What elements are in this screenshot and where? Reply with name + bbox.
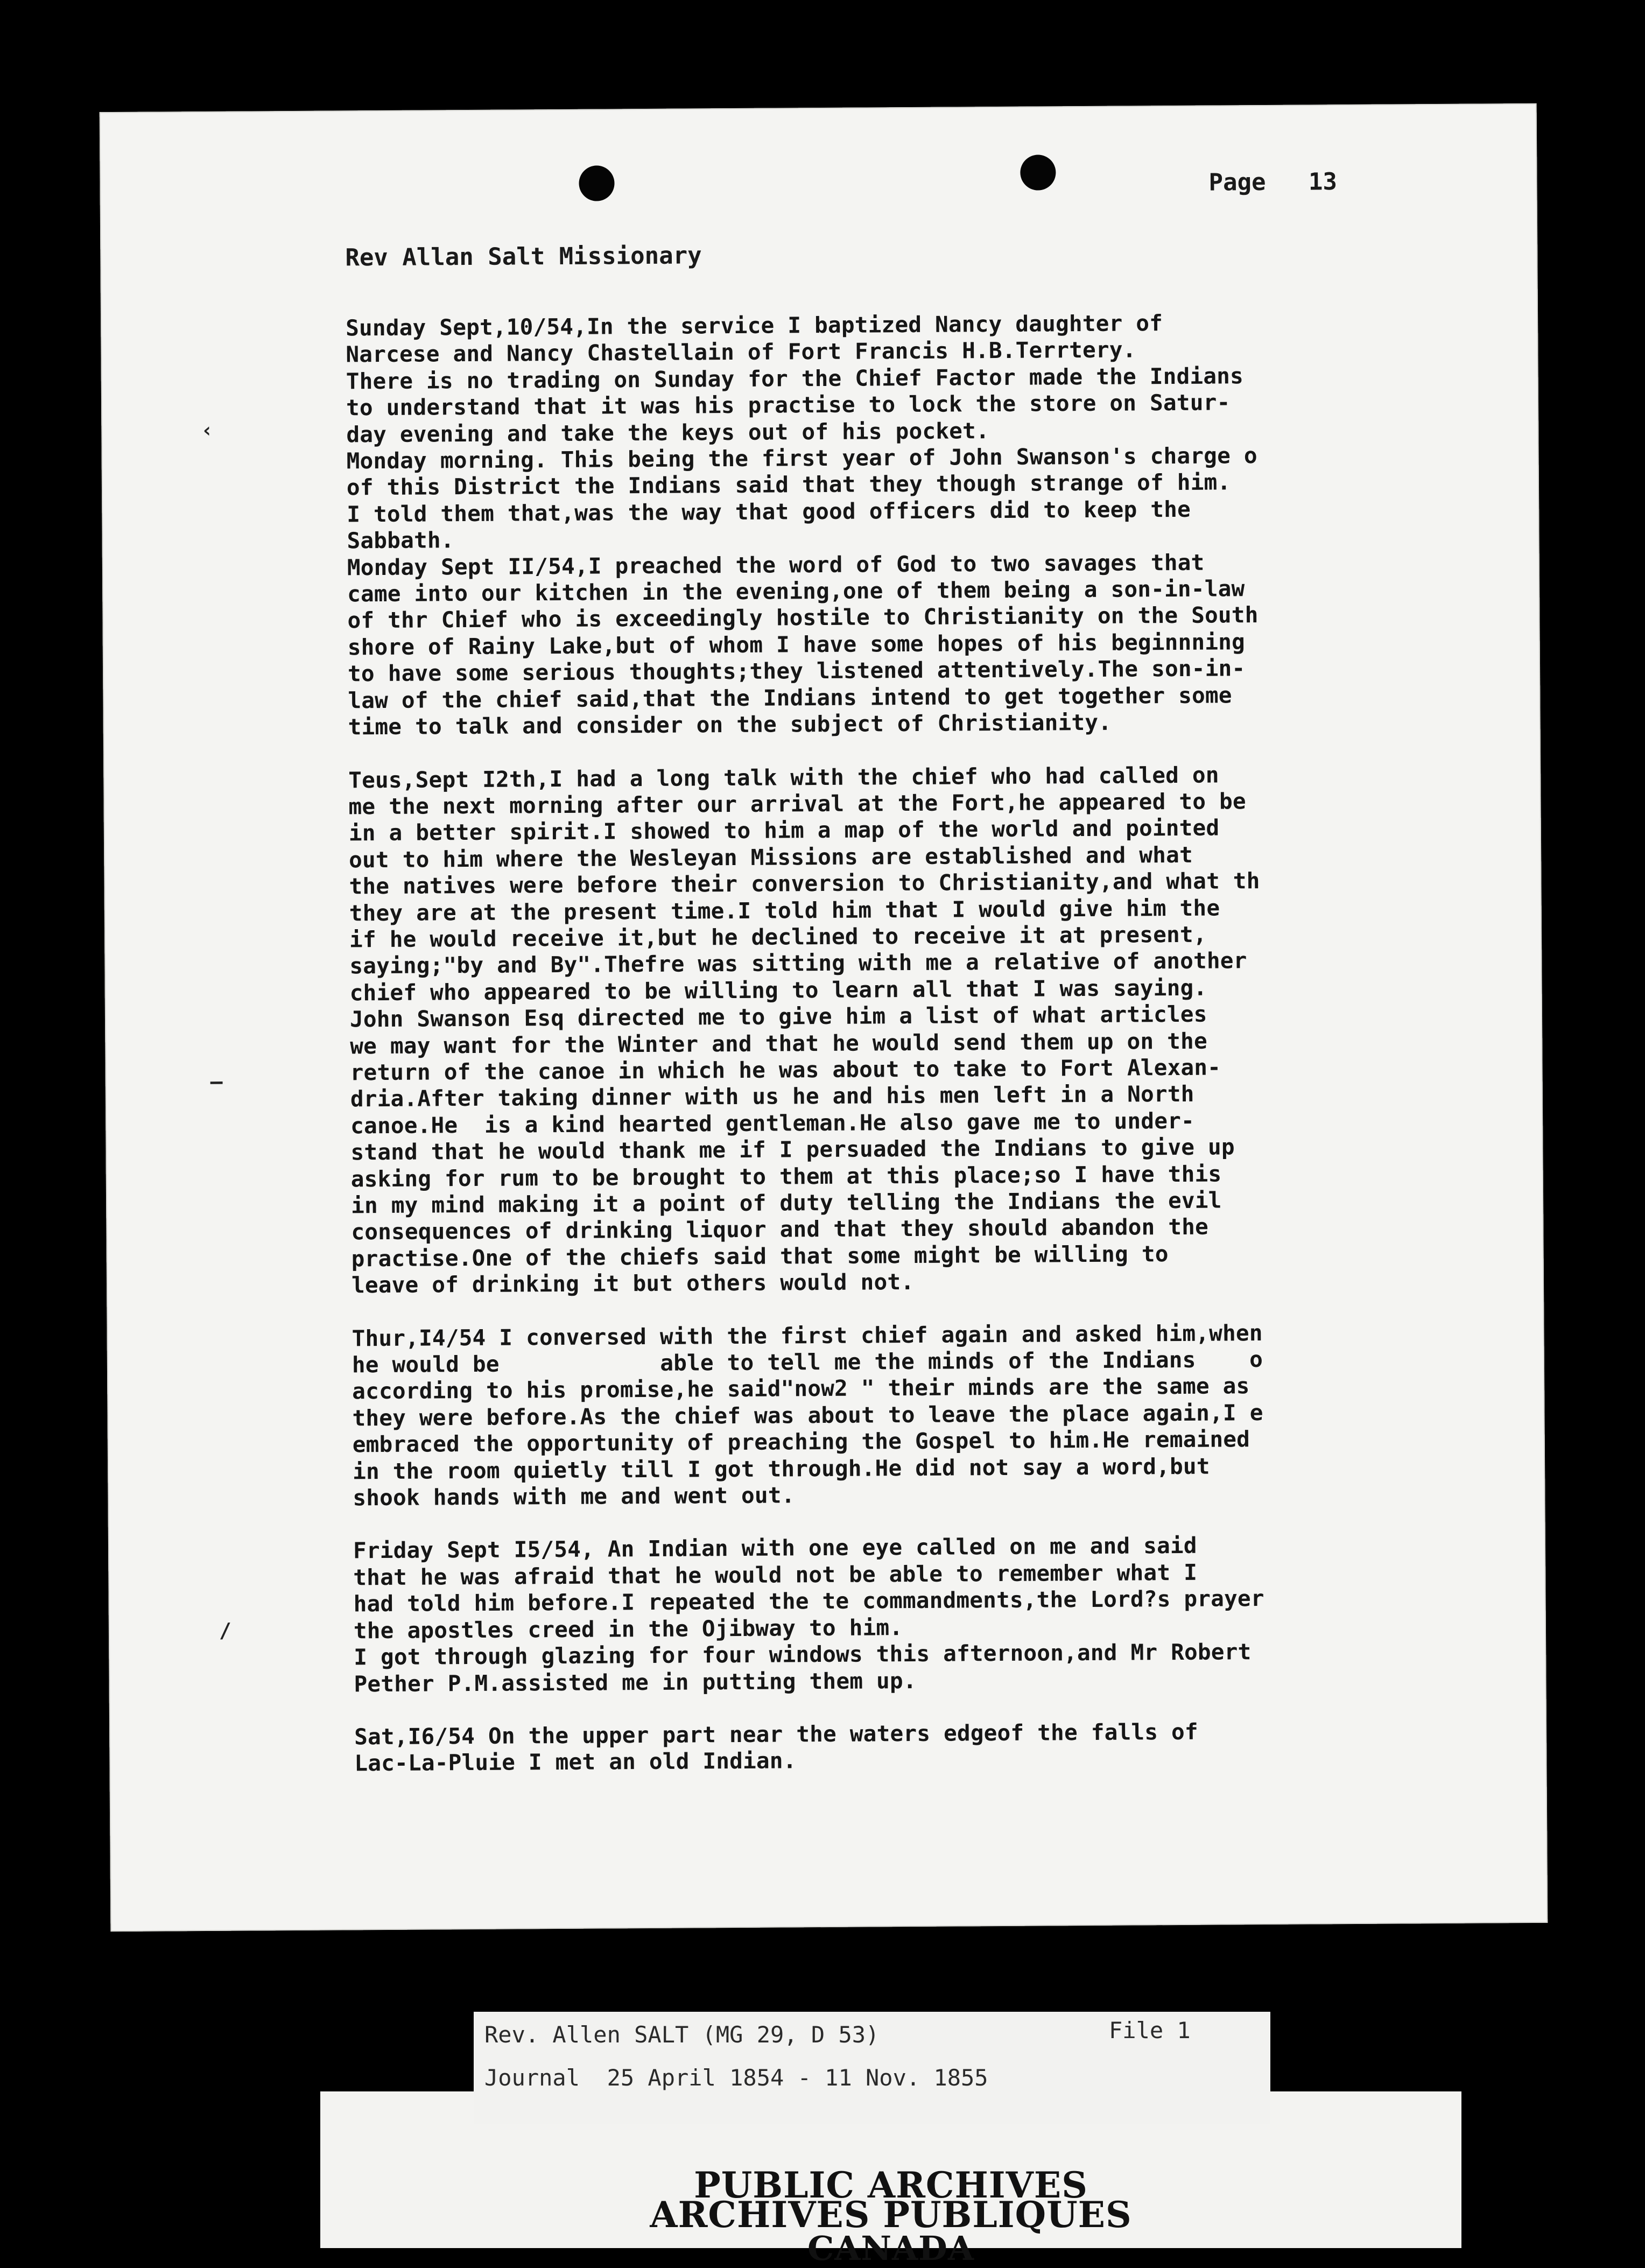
margin-mark: —	[210, 1069, 223, 1093]
text-line: Pether P.M.assisted me in putting them up.	[354, 1667, 917, 1697]
text-line: There is no trading on Sunday for the Chief Factor made the Indians	[346, 363, 1244, 395]
text-line: I got through glazing for four windows this afternoon,and Mr Robert	[354, 1639, 1252, 1670]
entry-sept-15	[353, 1531, 1506, 1698]
punch-hole-right	[1020, 155, 1056, 190]
text-line: they are at the present time.I told him that I would give him the	[349, 894, 1234, 926]
text-line: we may want for the Winter and that he would send them up on the	[350, 1028, 1221, 1059]
text-line: saying;"by and By".Thefre was sitting with me a relative of another	[349, 947, 1247, 979]
text-line: Sabbath.	[347, 527, 454, 554]
text-line: embraced the opportunity of preaching the Gospel to him.He remained	[352, 1426, 1250, 1458]
text-line: had told him before.I repeated the te commandments,the Lord?s prayer	[353, 1585, 1264, 1617]
text-line: to have some serious thoughts;they listened attentively.The son-in-	[347, 655, 1246, 687]
text-line: stand that he would thank me if I persuaded the Indians to give up	[350, 1134, 1235, 1165]
text-line: in the room quietly till I got through.He did not say a word,but	[352, 1453, 1224, 1485]
text-line: leave of drinking it but others would not.	[351, 1269, 915, 1298]
text-line: they were before.As the chief was about to leave the place again,I e	[352, 1399, 1263, 1431]
text-line: I told them that,was the way that good officers did to keep the	[347, 496, 1191, 528]
page-header: Rev Allan Salt Missionary	[345, 242, 702, 272]
entry-sept-12	[348, 760, 1503, 1299]
text-line: according to his promise,he said"now2 " their minds are the same as	[352, 1373, 1250, 1405]
text-line: Narcese and Nancy Chastellain of Fort Francis H.B.Terrtery.	[346, 336, 1136, 368]
text-line: shook hands with me and went out.	[353, 1482, 795, 1511]
text-line: Sunday Sept,10/54,In the service I baptized Nancy daughter of	[346, 310, 1177, 341]
text-line: Monday Sept II/54,I preached the word of God to two savages that	[347, 549, 1218, 581]
collection-reference: Rev. Allen SALT (MG 29, D 53)	[484, 2021, 880, 2048]
punch-hole-left	[579, 165, 614, 201]
text-line: if he would receive it,but he declined to receive it at present,	[349, 921, 1207, 953]
stamp-line-public-archives: PUBLIC ARCHIVES	[694, 2164, 1088, 2206]
text-line: came into our kitchen in the evening,one of them being a son-in-law	[347, 575, 1245, 607]
text-line: asking for rum to be brought to them at this place;so I have this	[350, 1161, 1222, 1192]
text-line: the natives were before their conversion to Christianity,and what th	[349, 868, 1260, 900]
text-line: day evening and take the keys out of his pocket.	[346, 417, 989, 448]
text-line: Thur,I4/54 I conversed with the first chief again and asked him,when	[352, 1319, 1263, 1351]
stamp-line-canada: CANADA	[807, 2229, 975, 2268]
text-line: consequences of drinking liquor and that they should abandon the	[351, 1214, 1209, 1245]
entry-sept-10-11	[346, 308, 1500, 741]
text-line: me the next morning after our arrival at the Fort,he appeared to be	[348, 788, 1246, 820]
text-line: Teus,Sept I2th,I had a long talk with the chief who had called on	[348, 762, 1219, 793]
text-line: practise.One of the chiefs said that some might be willing to	[351, 1240, 1169, 1272]
text-line: Sat,I6/54 On the upper part near the waters edgeof the falls of	[354, 1718, 1198, 1750]
text-line: return of the canoe in which he was about to take to Fort Alexan-	[350, 1054, 1221, 1086]
margin-mark: ‹	[201, 418, 214, 443]
text-line: Friday Sept I5/54, An Indian with one eye called on me and said	[353, 1533, 1197, 1564]
text-line: Monday morning. This being the first year of John Swanson's charge o	[346, 443, 1257, 474]
text-line: to understand that it was his practise to lock the store on Satur-	[346, 389, 1231, 421]
journal-body	[346, 308, 1507, 1803]
stamp-line-archives-publiques: ARCHIVES PUBLIQUES	[650, 2194, 1132, 2236]
text-line: canoe.He is a kind hearted gentleman.He also gave me to under-	[350, 1107, 1195, 1139]
text-line: of thr Chief who is exceedingly hostile to Christianity on the South	[347, 602, 1259, 634]
text-line: shore of Rainy Lake,but of whom I have some hopes of his beginnning	[347, 629, 1246, 661]
entry-sept-14	[352, 1318, 1505, 1512]
journal-page	[100, 103, 1548, 1932]
journal-date-range: Journal 25 April 1854 - 11 Nov. 1855	[484, 2065, 988, 2091]
text-line: time to talk and consider on the subject of Christianity.	[348, 709, 1112, 740]
text-line: that he was afraid that he would not be able to remember what I	[353, 1559, 1198, 1591]
entry-sept-16	[354, 1717, 1507, 1777]
text-line: chief who appeared to be willing to learn all that I was saying.	[349, 974, 1207, 1006]
page-number: Page 13	[1208, 168, 1338, 196]
archive-label-card	[474, 2012, 1270, 2124]
text-line: in a better spirit.I showed to him a map of the world and pointed	[348, 814, 1220, 846]
text-line: law of the chief said,that the Indians intend to get together some	[348, 682, 1232, 714]
text-line: John Swanson Esq directed me to give him a list of what articles	[349, 1001, 1207, 1033]
text-line: Lac-La-Pluie I met an old Indian.	[354, 1747, 797, 1777]
text-line: the apostles creed in the Ojibway to him.	[353, 1614, 903, 1644]
file-number: File 1	[1109, 2017, 1191, 2044]
text-line: of this District the Indians said that they though strange of him.	[346, 469, 1231, 501]
text-line: in my mind making it a point of duty telling the Indians the evil	[350, 1187, 1222, 1219]
text-line: dria.After taking dinner with us he and his men left in a North	[350, 1081, 1208, 1112]
margin-mark: /	[219, 1618, 231, 1642]
text-line: out to him where the Wesleyan Missions are established and what	[349, 841, 1193, 873]
text-line: he would be able to tell me the minds of the Indians o	[352, 1346, 1263, 1378]
